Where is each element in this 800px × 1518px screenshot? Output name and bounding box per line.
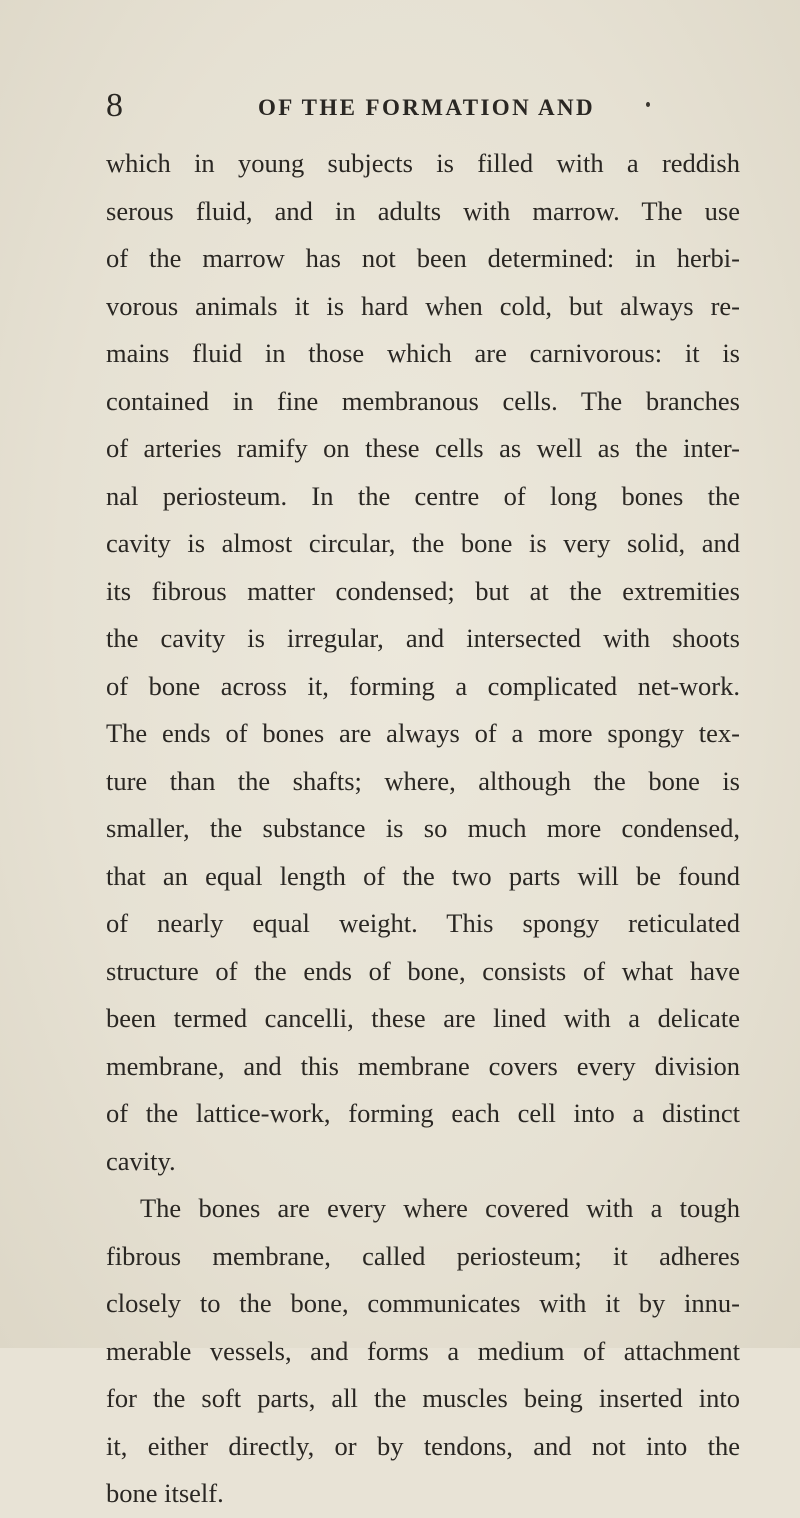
- body-text: [106, 140, 740, 1518]
- text-line: fibrous membrane, called periosteum; it adheres: [106, 1240, 740, 1271]
- page-header: [0, 86, 800, 126]
- text-line: of arteries ramify on these cells as well as the inter-: [106, 433, 740, 463]
- paragraph-start-line: The bones are every where covered with a tough: [140, 1193, 740, 1223]
- text-line: smaller, the substance is so much more condensed,: [106, 813, 740, 843]
- running-head: OF THE FORMATION AND: [258, 95, 596, 120]
- text-line: merable vessels, and forms a medium of attachment: [106, 1335, 740, 1366]
- text-line: structure of the ends of bone, consists of what have: [106, 955, 740, 986]
- text-line: the cavity is irregular, and intersected with shoots: [106, 623, 740, 653]
- text-line: of nearly equal weight. This spongy reticulated: [106, 908, 740, 938]
- paragraph-end-line: cavity.: [106, 1145, 176, 1176]
- page-number: 8: [106, 87, 123, 124]
- text-line: vorous animals it is hard when cold, but always re-: [106, 290, 740, 321]
- text-line: The ends of bones are always of a more spongy tex-: [106, 718, 740, 748]
- text-line: closely to the bone, communicates with it by innu-: [106, 1288, 740, 1318]
- text-line: of bone across it, forming a complicated net-work.: [106, 670, 740, 701]
- text-line: that an equal length of the two parts will be found: [106, 860, 740, 891]
- text-line: contained in fine membranous cells. The branches: [106, 385, 740, 416]
- text-line: of the marrow has not been determined: in herbi-: [106, 243, 740, 273]
- text-line: mains fluid in those which are carnivorous: it is: [106, 338, 740, 368]
- text-line: nal periosteum. In the centre of long bones the: [106, 480, 740, 511]
- text-line: membrane, and this membrane covers every division: [106, 1050, 740, 1081]
- text-line: cavity is almost circular, the bone is very solid, and: [106, 528, 740, 558]
- ink-speck: [646, 102, 650, 107]
- text-line: its fibrous matter condensed; but at the extremities: [106, 575, 740, 606]
- text-line: of the lattice-work, forming each cell into a distinct: [106, 1098, 740, 1128]
- paragraph-end-line: bone itself.: [106, 1478, 224, 1508]
- text-line: which in young subjects is filled with a reddish: [106, 148, 740, 178]
- text-line: serous fluid, and in adults with marrow. The use: [106, 195, 740, 226]
- text-line: it, either directly, or by tendons, and not into the: [106, 1430, 740, 1461]
- text-line: been termed cancelli, these are lined with a delicate: [106, 1003, 740, 1033]
- text-line: for the soft parts, all the muscles being inserted into: [106, 1383, 740, 1413]
- text-line: ture than the shafts; where, although the bone is: [106, 765, 740, 796]
